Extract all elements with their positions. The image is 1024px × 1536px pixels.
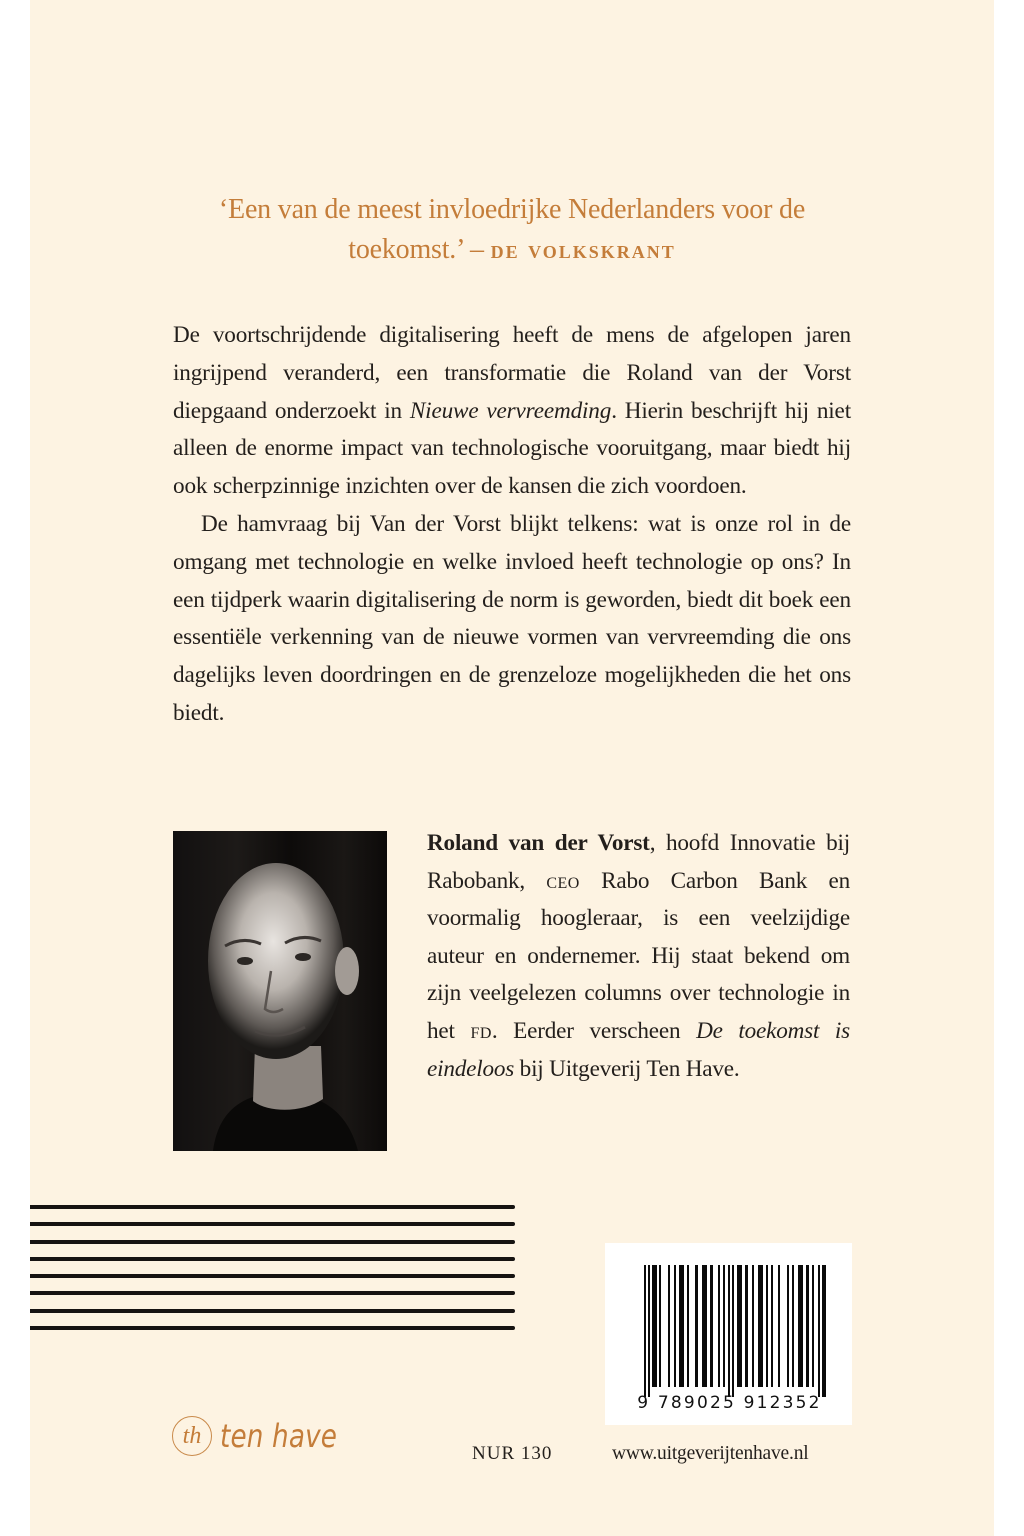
author-bio-text [427, 825, 850, 1088]
quote-dash: – [463, 234, 491, 265]
isbn-barcode [605, 1243, 852, 1425]
stripe [30, 1222, 515, 1226]
quote-source: de volkskrant [490, 235, 676, 264]
stripe [30, 1240, 515, 1244]
stripe [30, 1291, 515, 1295]
publisher-website: www.uitgeverijtenhave.nl [612, 1443, 809, 1464]
stripe [30, 1309, 515, 1313]
bio-ceo: ceo [546, 867, 580, 894]
barcode-icon [644, 1265, 826, 1397]
author-photo [173, 831, 387, 1151]
bio-text: bij Uitgeverij Ten Have. [514, 1055, 740, 1082]
blurb-text: De voortschrijdende digitalisering heeft de mens de afgelopen jaren ingrijpend veranderd, een transformatie die Roland van der Vorst diepgaand onderzoekt in [173, 322, 851, 424]
bio-text: , hoofd Innovatie bij Rabobank, [427, 830, 850, 894]
author-name: Roland van der Vorst [427, 830, 650, 856]
bio-fd: fd [470, 1017, 492, 1044]
author-bio [427, 825, 850, 1088]
press-quote [172, 190, 852, 270]
stripe [30, 1274, 515, 1278]
previous-book-title: De toekomst is eindeloos [427, 1017, 850, 1082]
publisher-logo [172, 1410, 363, 1462]
blurb-paragraph-1 [173, 317, 851, 506]
bio-text: . Eerder verscheen [491, 1017, 697, 1044]
stripe [30, 1205, 515, 1209]
nur-code: NUR 130 [472, 1443, 553, 1464]
blurb-text: . Hierin beschrijft hij niet alleen de enorme impact van technologische vooruitgang, maar biedt hij ook scherpzinnige inzichten over de kansen die zich voordoen. [173, 397, 851, 500]
isbn-digits: 9 789025 912352 [637, 1393, 822, 1413]
bio-text: Rabo Carbon Bank en voormalig hoogleraar, is een veelzijdige auteur en ondernemer. Hij staat bekend om zijn veelgelezen columns over technologie in het [427, 867, 850, 1044]
stripe [30, 1326, 515, 1330]
publisher-name: ten have [220, 1417, 338, 1455]
author-portrait-icon [173, 831, 387, 1151]
blurb [173, 317, 851, 733]
decorative-stripes [30, 1205, 515, 1343]
stripe [30, 1257, 515, 1261]
publisher-logo-icon: th [172, 1416, 212, 1456]
blurb-paragraph-2: De hamvraag bij Van der Vorst blijkt telkens: wat is onze rol in de omgang met technologie en welke invloed heeft technologie op ons? In een tijdperk waarin digitalisering de norm is geworden, biedt dit boek een essentiële verkenning van de nieuwe vormen van vervreemding die ons dagelijks leven doordringen en de grenzeloze mogelijkheden die het ons biedt. [173, 510, 851, 726]
quote-text: ‘Een van de meest invloedrijke Nederlanders voor de toekomst.’ [218, 194, 806, 265]
book-title: Nieuwe vervreemding [409, 397, 612, 424]
